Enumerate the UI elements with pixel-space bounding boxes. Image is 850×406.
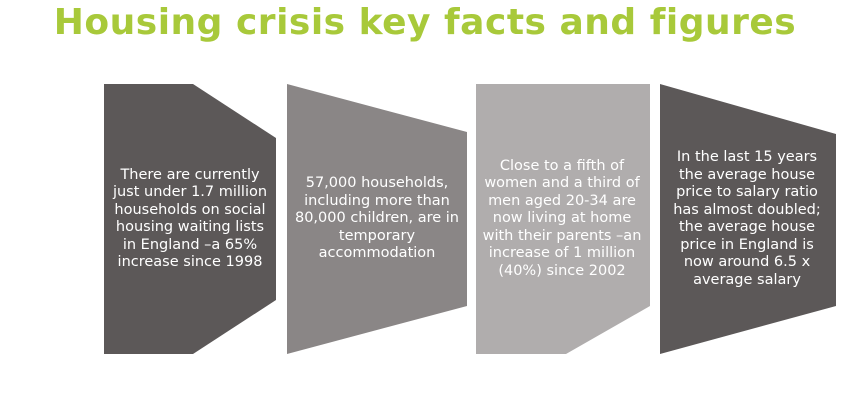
fact-card-4-text	[664, 92, 830, 346]
fact-card-1-text	[108, 92, 272, 346]
fact-3-label: Close to a fifth of women and a third of men aged 20‑34 are now living at home with their parents –an increase of 1 million (40%) since 2002	[482, 157, 642, 279]
fact-card-2-text	[290, 92, 464, 346]
fact-1-label: There are currently just under 1.7 million households on social housing waiting lists in England –a 65% increase since 1998	[112, 166, 268, 270]
fact-card-3-text	[479, 92, 645, 346]
fact-2-label: 57,000 households, including more than 80,000 children, are in temporary accommodation	[294, 175, 460, 262]
fact-4-label: In the last 15 years the average house price to salary ratio has almost doubled; the average house price in England is now around 6.5 x average salary	[673, 149, 821, 288]
page-title: Housing crisis key facts and figures	[53, 2, 797, 43]
